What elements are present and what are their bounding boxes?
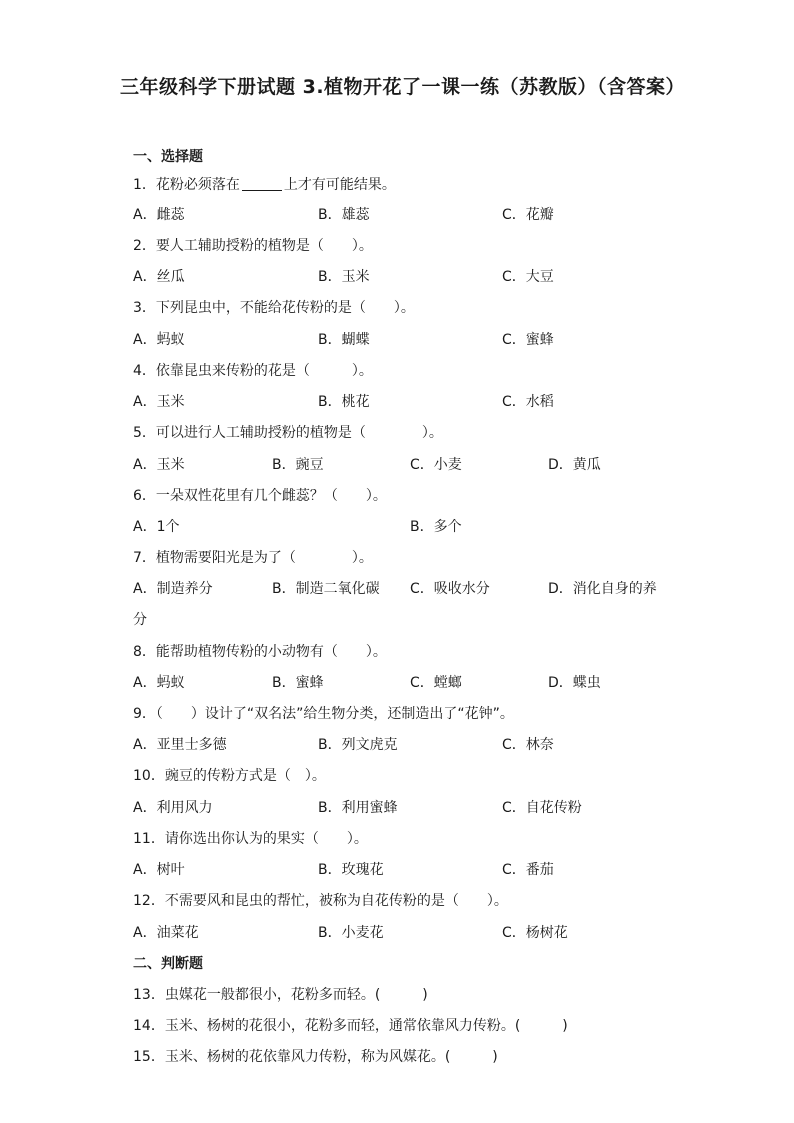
question-15-stem: 15．玉米、杨树的花依靠风力传粉，称为风媒花。( ) [133, 1049, 498, 1065]
question-6-stem: 6．一朵双性花里有几个雌蕊？（ ）。 [133, 488, 387, 504]
question-9-stem: 9．（ ）设计了“双名法”给生物分类，还制造出了“花钟”。 [133, 706, 514, 722]
question-11-option-c[interactable]: C．番茄 [502, 862, 554, 878]
question-3-option-c[interactable]: C．蜜蜂 [502, 332, 554, 348]
question-4-stem: 4．依靠昆虫来传粉的花是（ ）。 [133, 363, 373, 379]
question-12-option-c[interactable]: C．杨树花 [502, 925, 568, 941]
question-2-option-b[interactable]: B．玉米 [318, 269, 370, 285]
question-8-option-c[interactable]: C．螳螂 [410, 675, 462, 691]
question-13-stem: 13．虫媒花一般都很小，花粉多而轻。( ) [133, 987, 428, 1003]
page-title: 三年级科学下册试题 3.植物开花了一课一练（苏教版）（含答案） [120, 76, 686, 98]
question-5-option-c[interactable]: C．小麦 [410, 457, 462, 473]
question-3-option-a[interactable]: A．蚂蚁 [133, 332, 185, 348]
question-1-option-b[interactable]: B．雄蕊 [318, 207, 370, 223]
question-5-option-a[interactable]: A．玉米 [133, 457, 185, 473]
question-10-option-a[interactable]: A．利用风力 [133, 800, 213, 816]
question-6-option-a[interactable]: A．1个 [133, 519, 180, 535]
question-10-option-b[interactable]: B．利用蜜蜂 [318, 800, 398, 816]
section-heading-judge: 二、判断题 [133, 956, 203, 972]
question-9-option-c[interactable]: C．林奈 [502, 737, 554, 753]
question-3-option-b[interactable]: B．蝴蝶 [318, 332, 370, 348]
question-2-option-c[interactable]: C．大豆 [502, 269, 554, 285]
question-11-stem: 11．请你选出你认为的果实（ ）。 [133, 831, 368, 847]
question-9-option-a[interactable]: A．亚里士多德 [133, 737, 227, 753]
question-4-option-c[interactable]: C．水稻 [502, 394, 554, 410]
question-12-option-b[interactable]: B．小麦花 [318, 925, 384, 941]
question-11-option-a[interactable]: A．树叶 [133, 862, 185, 878]
question-7-option-b[interactable]: B．制造二氧化碳 [272, 581, 380, 597]
question-1-stem [133, 174, 396, 194]
answer-blank [242, 176, 282, 191]
question-1-stem-part1: 1．花粉必须落在 [133, 177, 240, 193]
question-3-stem: 3．下列昆虫中，不能给花传粉的是（ ）。 [133, 300, 415, 316]
question-8-option-b[interactable]: B．蜜蜂 [272, 675, 324, 691]
question-6-option-b[interactable]: B．多个 [410, 519, 462, 535]
question-2-stem: 2．要人工辅助授粉的植物是（ ）。 [133, 238, 373, 254]
question-8-option-a[interactable]: A．蚂蚁 [133, 675, 185, 691]
question-14-stem: 14．玉米、杨树的花很小，花粉多而轻，通常依靠风力传粉。( ) [133, 1018, 568, 1034]
question-7-option-d[interactable]: D．消化自身的养 [548, 581, 657, 597]
question-8-option-d[interactable]: D．蝶虫 [548, 675, 601, 691]
question-1-option-c[interactable]: C．花瓣 [502, 207, 554, 223]
question-7-option-a[interactable]: A．制造养分 [133, 581, 213, 597]
question-4-option-b[interactable]: B．桃花 [318, 394, 370, 410]
question-10-option-c[interactable]: C．自花传粉 [502, 800, 582, 816]
section-heading-choice: 一、选择题 [133, 149, 203, 165]
question-1-stem-part2: 上才有可能结果。 [283, 177, 396, 193]
question-12-option-a[interactable]: A．油菜花 [133, 925, 199, 941]
question-5-option-d[interactable]: D．黄瓜 [548, 457, 601, 473]
question-7-option-d-continued: 分 [133, 612, 147, 628]
question-5-option-b[interactable]: B．豌豆 [272, 457, 324, 473]
question-2-option-a[interactable]: A．丝瓜 [133, 269, 185, 285]
question-9-option-b[interactable]: B．列文虎克 [318, 737, 398, 753]
question-8-stem: 8．能帮助植物传粉的小动物有（ ）。 [133, 644, 387, 660]
question-5-stem: 5．可以进行人工辅助授粉的植物是（ ）。 [133, 425, 443, 441]
question-10-stem: 10．豌豆的传粉方式是（ ）。 [133, 768, 326, 784]
question-1-option-a[interactable]: A．雌蕊 [133, 207, 185, 223]
question-11-option-b[interactable]: B．玫瑰花 [318, 862, 384, 878]
question-4-option-a[interactable]: A．玉米 [133, 394, 185, 410]
question-7-option-c[interactable]: C．吸收水分 [410, 581, 490, 597]
question-12-stem: 12．不需要风和昆虫的帮忙，被称为自花传粉的是（ ）。 [133, 893, 508, 909]
question-7-stem: 7．植物需要阳光是为了（ ）。 [133, 550, 373, 566]
